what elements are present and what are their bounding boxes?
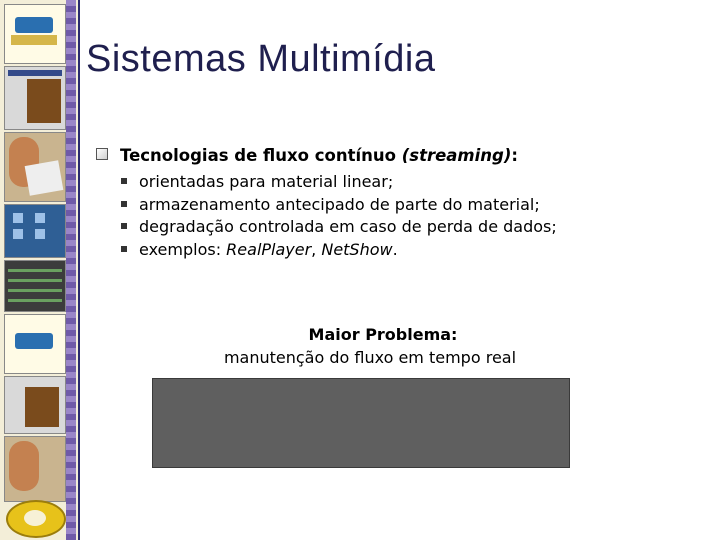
- slide-thumbnail: [4, 376, 66, 434]
- main-bullet: [96, 146, 518, 165]
- filled-square-bullet-icon: [121, 201, 127, 207]
- slide-thumbnail: [4, 66, 66, 130]
- list-item: [121, 194, 557, 217]
- problem-illustration-box: [152, 378, 570, 468]
- filled-square-bullet-icon: [121, 178, 127, 184]
- thumbnail-sidebar: [0, 0, 80, 540]
- yellow-disc-logo-icon: [6, 500, 66, 538]
- sub-bullet-text: degradação controlada em caso de perda de dados;: [139, 217, 557, 236]
- filled-square-bullet-icon: [121, 246, 127, 252]
- main-bullet-colon: :: [511, 146, 518, 165]
- slide-thumbnail: [4, 132, 66, 202]
- slide-thumbnail: [4, 260, 66, 312]
- filled-square-bullet-icon: [121, 223, 127, 229]
- slide-thumbnail: [4, 4, 66, 64]
- slide-title: Sistemas Multimídia: [86, 38, 436, 80]
- sidebar-rail: [66, 0, 76, 540]
- sub-bullet-text: armazenamento antecipado de parte do material;: [139, 194, 540, 214]
- list-item: [121, 216, 557, 239]
- product-name: RealPlayer: [226, 239, 312, 259]
- slide-thumbnail: [4, 204, 66, 258]
- main-bullet-text: Tecnologias de fluxo contínuo: [120, 146, 402, 165]
- period: .: [392, 239, 398, 259]
- hollow-square-bullet-icon: [96, 148, 108, 160]
- problem-subtitle: manutenção do fluxo em tempo real: [223, 348, 517, 367]
- list-item: [121, 171, 557, 194]
- product-name: NetShow: [321, 239, 393, 259]
- main-bullet-emphasis: (streaming): [401, 146, 512, 165]
- list-item: [121, 239, 557, 262]
- sub-bullet-text: orientadas para material linear;: [139, 172, 394, 191]
- problem-title: Maior Problema:: [308, 325, 458, 344]
- sub-bullet-text: exemplos:: [139, 239, 227, 259]
- slide-thumbnail: [4, 436, 66, 502]
- separator: ,: [311, 239, 322, 259]
- sub-bullet-list: [121, 171, 557, 261]
